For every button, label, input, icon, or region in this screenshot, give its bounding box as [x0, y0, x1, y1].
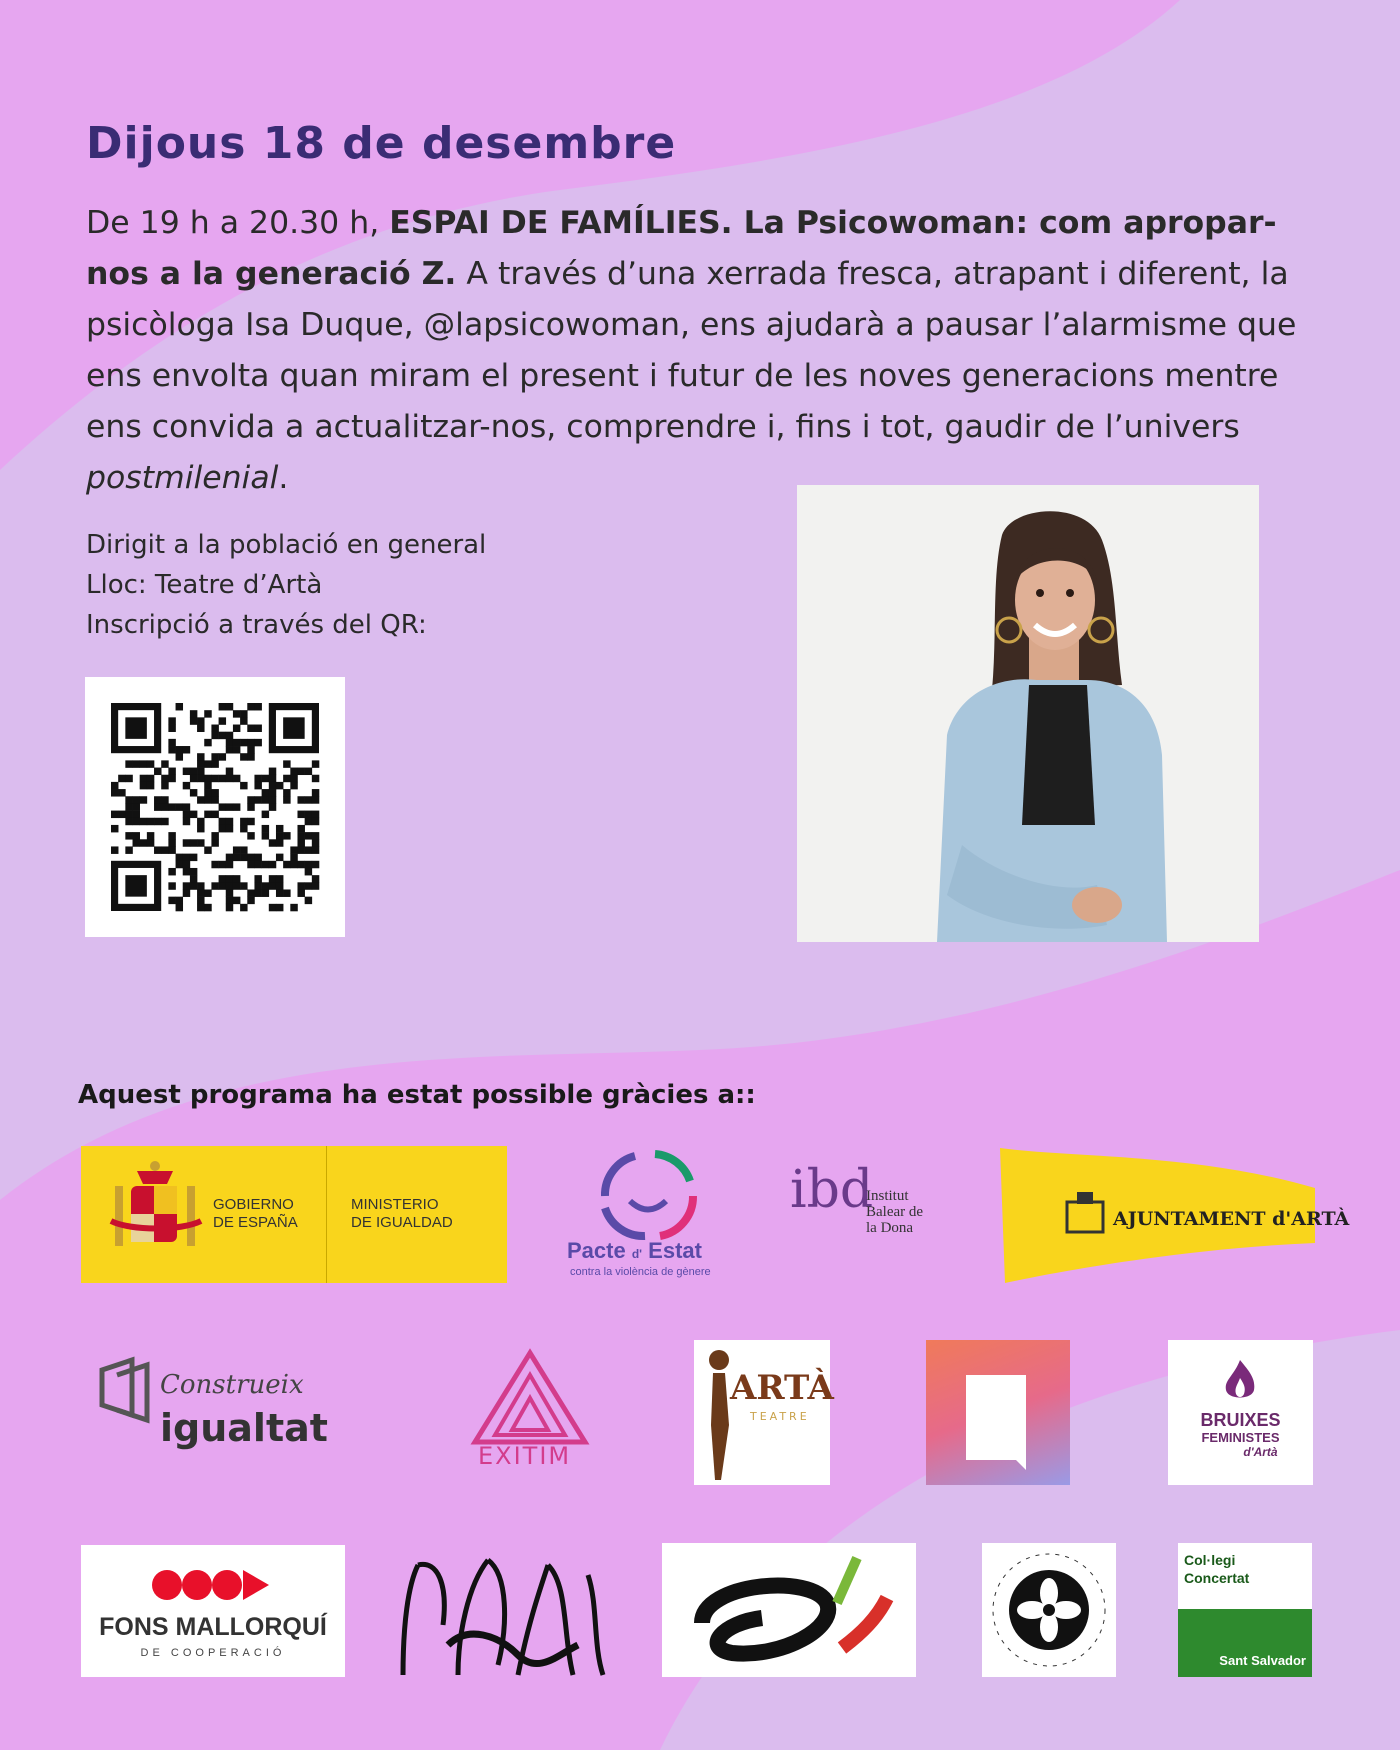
event-body-end: .	[278, 460, 289, 496]
logo-bruixes-feministes	[1168, 1340, 1313, 1485]
bruixes-line2: FEMINISTES	[1201, 1430, 1280, 1445]
coat-of-arms-icon	[101, 1146, 211, 1283]
speaker-illustration	[797, 485, 1259, 942]
event-body: A través d’una xerrada fresca, atrapant i diferent, la psicòloga Isa Duque, @lapsicowoman, ens ajudarà a pausar l’alarmisme que ens envolta quan miram el present i futur de les noves generacions mentre ens convida a actualitzar-nos, comprendre i, fins i tot, gaudir de l’univers	[86, 256, 1297, 445]
ministerio-line2: DE IGUALDAD	[351, 1214, 453, 1231]
logo-gobierno-espana	[81, 1146, 507, 1283]
logo-ajuntament-arta	[995, 1148, 1350, 1283]
exitim-name: EXITIM	[478, 1442, 572, 1470]
qr-code-pattern	[85, 677, 345, 937]
construeix-icon	[92, 1355, 162, 1425]
ibd-line1: Institut	[866, 1188, 909, 1204]
flower-seal-icon	[982, 1543, 1116, 1677]
pacte-sub: contra la violència de gènere	[570, 1266, 711, 1278]
logo-fons-mallorqui	[81, 1545, 345, 1677]
ibd-line2: Balear de	[866, 1204, 924, 1220]
logo-collegi-sant-salvador	[1178, 1543, 1312, 1677]
pacte-name: Pacte	[567, 1238, 626, 1263]
gobierno-line2: DE ESPAÑA	[213, 1214, 298, 1231]
pacte-d: d'	[631, 1247, 643, 1261]
logo-exitim	[470, 1350, 590, 1475]
event-body-italic: postmilenial	[86, 460, 279, 496]
collegi-line1: Col·legi	[1184, 1552, 1236, 1568]
bruixes-line3: d'Artà	[1243, 1445, 1278, 1459]
event-time: De 19 h a 20.30 h,	[86, 205, 390, 241]
fons-line2: DE COOPERACIÓ	[140, 1647, 286, 1659]
logo-ibd	[790, 1160, 950, 1260]
logo-arta-teatre	[694, 1340, 834, 1485]
fons-line1: FONS MALLORQUÍ	[99, 1613, 327, 1641]
exitim-triangle-icon	[470, 1350, 590, 1445]
place-text: Lloc: Teatre d’Artà	[86, 570, 323, 600]
ministerio-line1: MINISTERIO	[351, 1196, 439, 1213]
logo-pacte-estat	[560, 1146, 740, 1286]
ibd-line3: la Dona	[866, 1220, 914, 1236]
construeix-line2: igualtat	[160, 1406, 328, 1450]
ibd-mark: ibd	[790, 1160, 874, 1220]
logo-construeix-igualtat	[92, 1350, 372, 1475]
collegi-line3: Sant Salvador	[1219, 1653, 1306, 1668]
logo-ink-drawing	[398, 1545, 608, 1680]
construeix-line1: Construeix	[160, 1370, 304, 1400]
arta-teatre-sub: TEATRE	[750, 1410, 810, 1423]
bruixes-line1: BRUIXES	[1200, 1410, 1281, 1430]
logo-arta-empresarial	[926, 1340, 1070, 1485]
pacte-estat: Estat	[648, 1238, 702, 1263]
collegi-line2: Concertat	[1184, 1570, 1250, 1586]
event-headline: ESPAI DE FAMÍLIES. La Psicowoman: com apropar-nos a la generació Z.	[86, 205, 1277, 292]
audience-text: Dirigit a la població en general	[86, 530, 487, 560]
gobierno-line1: GOBIERNO	[213, 1196, 294, 1213]
speech-bubble-icon	[926, 1340, 1070, 1485]
logo-swoosh	[662, 1543, 916, 1677]
ajuntament-name: AJUNTAMENT d'ARTÀ	[1113, 1208, 1350, 1230]
event-description	[86, 198, 1316, 504]
red-dots-icon	[151, 1567, 271, 1603]
smile-circle-icon	[560, 1146, 740, 1241]
arta-teatre-name: ARTÀ	[730, 1368, 834, 1408]
speaker-photo	[797, 485, 1259, 942]
logo-font-ies-llorenc-garcias	[982, 1543, 1116, 1677]
ink-sketch-icon	[398, 1545, 608, 1680]
swoosh-icon	[662, 1543, 916, 1677]
registration-text: Inscripció a través del QR:	[86, 610, 427, 640]
figure-icon	[699, 1345, 739, 1485]
qr-code[interactable]	[85, 677, 345, 937]
event-date-title: Dijous 18 de desembre	[86, 118, 677, 169]
flame-icon	[1220, 1358, 1260, 1403]
sponsors-heading: Aquest programa ha estat possible gràcies a::	[78, 1080, 756, 1110]
